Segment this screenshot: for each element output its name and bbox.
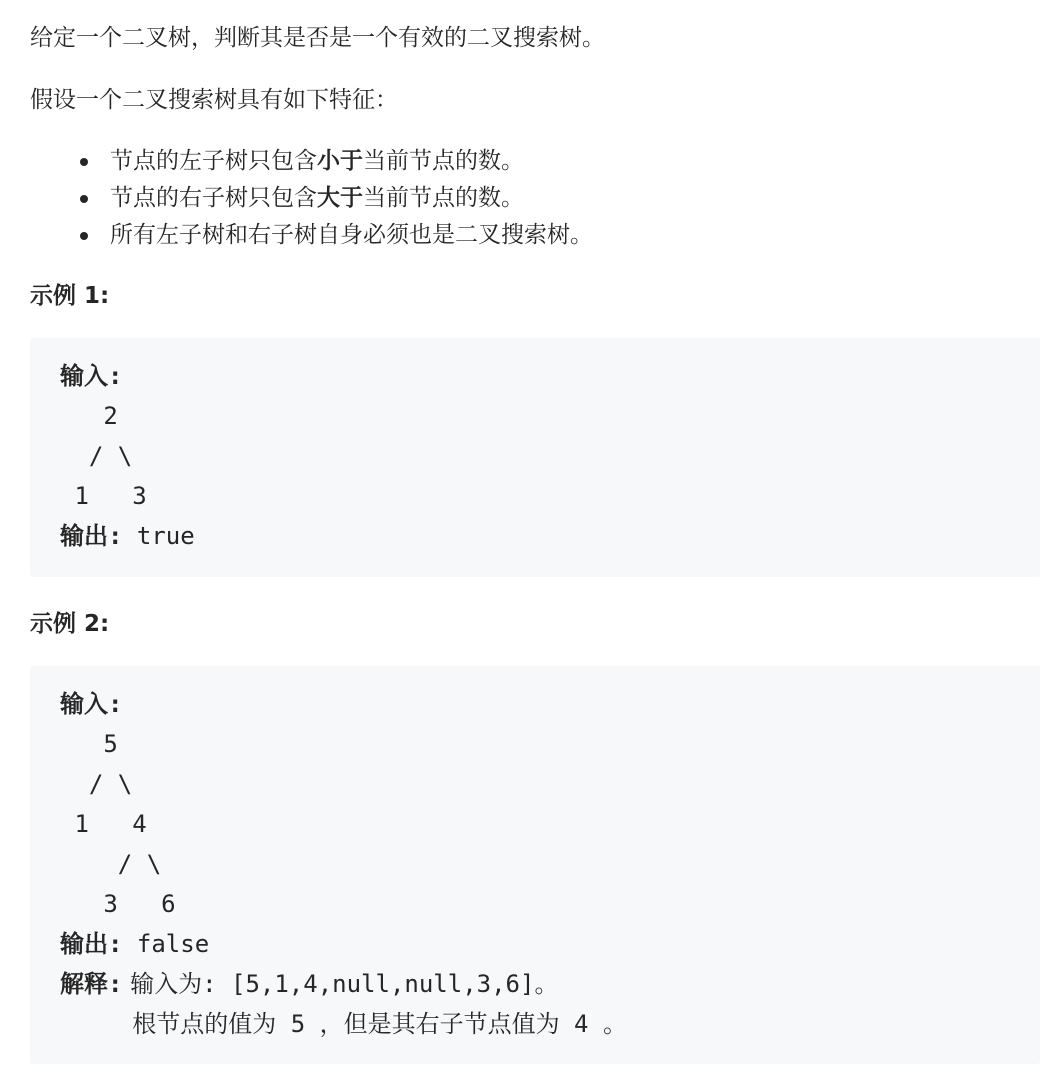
input-line — [60, 356, 122, 396]
input-line — [60, 684, 122, 724]
intro-text: 给定一个二叉树，判断其是否是一个有效的二叉搜索树。 — [30, 25, 605, 51]
tree-line: 1 3 — [60, 482, 147, 510]
rule-text: 当前节点的数。 — [363, 185, 524, 211]
explain-code: [5,1,4,null,null,3,6] — [231, 970, 535, 998]
explain-indent — [60, 1010, 132, 1038]
explain-value: 4 — [559, 1010, 603, 1038]
explain-colon: : — [108, 970, 123, 998]
explain-label: 解释 — [60, 970, 108, 998]
example-2-block — [30, 666, 1040, 1064]
tree-line: / \ — [60, 770, 133, 798]
rule-bold-text: 小于 — [317, 148, 363, 174]
output-line — [60, 924, 209, 964]
input-colon: : — [108, 690, 123, 718]
output-line — [60, 516, 195, 556]
input-label: 输入 — [60, 362, 108, 390]
input-label: 输入 — [60, 690, 108, 718]
bullet-icon — [80, 158, 88, 166]
explain-text: 根节点的值为 — [132, 1010, 277, 1038]
bullet-icon — [80, 195, 88, 203]
assumption-text: 假设一个二叉搜索树具有如下特征： — [30, 87, 398, 113]
rules-list — [30, 143, 593, 254]
output-label: 输出 — [60, 522, 108, 550]
explain-value: 5 — [276, 1010, 320, 1038]
input-colon: : — [108, 362, 123, 390]
rule-text: 所有左子树和右子树自身必须也是二叉搜索树。 — [110, 222, 593, 248]
example-1-block — [30, 338, 1040, 577]
bullet-icon — [80, 232, 88, 240]
explain-line-2 — [60, 1004, 627, 1044]
explain-line — [60, 964, 558, 1004]
output-label: 输出 — [60, 930, 108, 958]
list-item — [30, 180, 593, 217]
output-value: false — [122, 930, 210, 958]
tree-line: / \ — [60, 850, 162, 878]
example-2-heading: 示例 2: — [30, 611, 110, 637]
list-item — [30, 217, 593, 254]
output-colon: : — [108, 522, 123, 550]
example-1-heading: 示例 1: — [30, 283, 110, 309]
tree-line: 3 6 — [60, 890, 176, 918]
tree-line: 1 4 — [60, 810, 147, 838]
explain-text: ，但是其右子节点值为 — [319, 1010, 560, 1038]
tree-line: 2 — [60, 402, 118, 430]
list-item — [30, 143, 593, 180]
rule-text: 节点的右子树只包含 — [110, 185, 317, 211]
rule-text: 节点的左子树只包含 — [110, 148, 317, 174]
rule-bold-text: 大于 — [317, 185, 363, 211]
explain-colon-2: : — [202, 970, 231, 998]
explain-period: 。 — [602, 1010, 627, 1038]
explain-period: 。 — [534, 970, 559, 998]
explain-text: 输入为 — [122, 970, 203, 998]
tree-line: 5 — [60, 730, 118, 758]
rule-text: 当前节点的数。 — [363, 148, 524, 174]
output-colon: : — [108, 930, 123, 958]
output-value: true — [122, 522, 195, 550]
tree-line: / \ — [60, 442, 133, 470]
